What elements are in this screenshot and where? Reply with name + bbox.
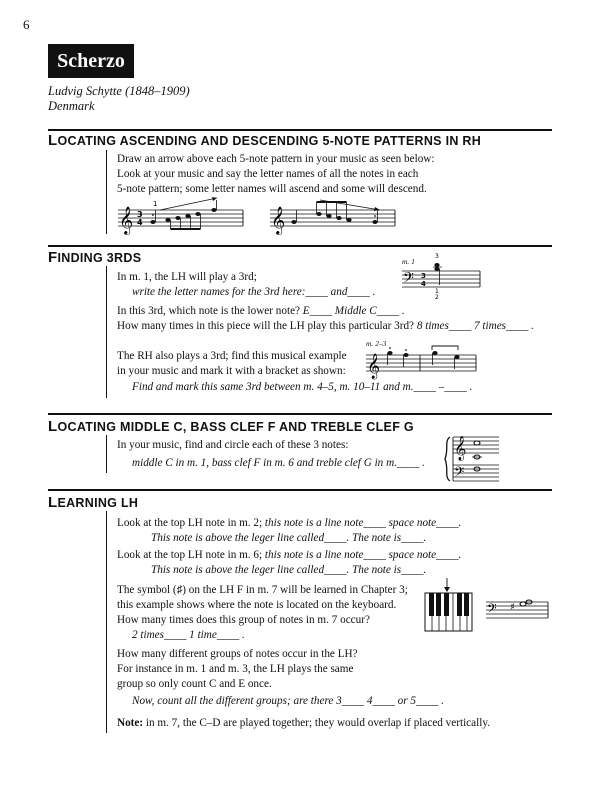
svg-text:2: 2 xyxy=(435,294,439,301)
question-text: How many times in this piece will the LH play this particular 3rd? 8 times____ 7 times____ . xyxy=(117,320,534,332)
note-head xyxy=(434,263,439,267)
section-rule xyxy=(48,245,552,247)
answer-prompt[interactable]: write the letter names for the 3rd here:____ and____ . xyxy=(132,286,376,298)
question-text: Look at the top LH note in m. 6; this note is a line note____ space note____. xyxy=(117,549,462,561)
whole-note xyxy=(520,602,526,606)
composer-country: Denmark xyxy=(48,99,95,113)
section-divider xyxy=(106,150,107,234)
treble-clef-icon: 𝄞 xyxy=(454,436,467,460)
rh-third-bracket-example xyxy=(366,345,478,381)
black-key xyxy=(444,593,449,616)
answer-prompt[interactable]: This note is above the leger line called____. The note is____. xyxy=(151,564,427,576)
svg-text:3: 3 xyxy=(137,210,143,219)
section-heading-learning-lh: LEARNING LH xyxy=(48,494,139,511)
note-head xyxy=(434,267,439,271)
section-heading-middle-c: LOCATING MIDDLE C, BASS CLEF F AND TREBLE CLEF G xyxy=(48,418,414,435)
arrow-head-icon xyxy=(374,207,380,211)
instruction-text: Look at your music and say the letter names of all the notes in each xyxy=(117,168,419,180)
note-head xyxy=(211,208,216,212)
lh-sharp-example xyxy=(486,598,552,622)
svg-text:3: 3 xyxy=(421,272,426,280)
note-head xyxy=(387,351,392,355)
whole-note-g xyxy=(474,441,480,445)
answer-prompt[interactable]: 2 times____ 1 time____ . xyxy=(132,629,245,641)
ascending-pattern-example xyxy=(118,196,248,240)
note-head xyxy=(403,353,408,357)
note-head xyxy=(195,212,200,216)
ascending-arrow xyxy=(160,198,217,210)
answer-prompt[interactable]: This note is above the leger line called____. The note is____. xyxy=(151,532,427,544)
instruction-text: in your music and mark it with a bracket as shown: xyxy=(117,365,346,377)
black-key xyxy=(457,593,462,616)
section-heading-thirds: FINDING 3RDS xyxy=(48,249,142,266)
instruction-text: this example shows where the note is located on the keyboard. xyxy=(117,599,397,611)
instruction-text: group so only count C and E once. xyxy=(117,678,272,690)
note-head xyxy=(175,216,180,220)
answer-prompt[interactable]: Now, count all the different groups; are there 3____ 4____ or 5____ . xyxy=(132,695,444,707)
bracket-mark xyxy=(432,346,458,350)
black-key xyxy=(436,593,441,616)
note-head xyxy=(454,355,459,359)
instruction-text: 5-note pattern; some letter names will ascend and some will descend. xyxy=(117,183,427,195)
instruction-text: The symbol (♯) on the LH F in m. 7 will be learned in Chapter 3; xyxy=(117,584,408,596)
answer-prompt[interactable]: Find and mark this same 3rd between m. 4–5, m. 10–11 and m.____ –____ . xyxy=(132,381,473,393)
section-rule xyxy=(48,413,552,415)
note-head xyxy=(150,220,155,224)
section-heading-patterns: LOCATING ASCENDING AND DESCENDING 5-NOTE PATTERNS IN RH xyxy=(48,132,482,149)
treble-clef-icon: 𝄞 xyxy=(119,206,134,234)
note-head xyxy=(326,214,331,218)
treble-clef-icon: 𝄞 xyxy=(271,206,286,234)
svg-text:4: 4 xyxy=(137,218,143,227)
answer-prompt[interactable]: this note is a line note____ space note____. xyxy=(262,517,462,529)
bass-clef-icon: 𝄢 xyxy=(403,270,414,290)
question-text: In this 3rd, which note is the lower note? E____ Middle C____ . xyxy=(117,305,405,317)
brace-icon xyxy=(445,437,450,481)
page-number: 6 xyxy=(23,17,30,32)
answer-prompt[interactable]: middle C in m. 1, bass clef F in m. 6 and treble clef G in m.____ . xyxy=(132,457,425,469)
descending-arrow xyxy=(320,200,380,210)
note-head xyxy=(432,351,437,355)
black-key xyxy=(464,593,469,616)
section-rule xyxy=(48,489,552,491)
measure-label: m. 1 xyxy=(402,257,415,266)
note-head xyxy=(185,214,190,218)
question-text: Look at the top LH note in m. 2; this note is a line note____ space note____. xyxy=(117,517,462,529)
bass-clef-icon: 𝄢 xyxy=(487,601,497,619)
note-head xyxy=(291,220,296,224)
grand-staff-example xyxy=(444,435,554,483)
svg-text:1: 1 xyxy=(435,288,439,295)
measure-label: m. 2–3 xyxy=(366,339,387,348)
instruction-text: In your music, find and circle each of these 3 notes: xyxy=(117,439,349,451)
svg-text:3: 3 xyxy=(435,253,439,260)
note-head xyxy=(165,218,170,222)
answer-prompt[interactable]: this note is a line note____ space note____. xyxy=(262,549,462,561)
page-title: Scherzo xyxy=(48,44,134,78)
instruction-text: Draw an arrow above each 5-note pattern in your music as seen below: xyxy=(117,153,435,165)
bass-clef-icon: 𝄢 xyxy=(454,464,465,483)
note-head xyxy=(346,218,351,222)
section-rule xyxy=(48,129,552,131)
instruction-text: In m. 1, the LH will play a 3rd; xyxy=(117,271,257,283)
section-divider xyxy=(106,511,107,733)
question-text: How many different groups of notes occur in the LH? xyxy=(117,648,358,660)
section-divider xyxy=(106,435,107,473)
instruction-text: The RH also plays a 3rd; find this musical example xyxy=(117,350,347,362)
question-text: How many times does this group of notes in m. 7 occur? xyxy=(117,614,370,626)
sharp-icon: ♯ xyxy=(510,602,515,613)
svg-text:1: 1 xyxy=(153,200,158,208)
footnote: Note: in m. 7, the C–D are played together; they would overlap if placed vertically. xyxy=(117,717,490,729)
note-head xyxy=(372,220,377,224)
descending-pattern-example xyxy=(270,196,400,240)
note-head xyxy=(316,212,321,216)
instruction-text: For instance in m. 1 and m. 3, the LH plays the same xyxy=(117,663,354,675)
arrow-down-icon xyxy=(444,587,450,592)
black-key xyxy=(429,593,434,616)
composer-name: Ludvig Schytte (1848–1909) xyxy=(48,84,190,98)
note-head xyxy=(336,216,341,220)
section-divider xyxy=(106,266,107,398)
treble-clef-icon: 𝄞 xyxy=(367,354,381,379)
keyboard-diagram xyxy=(424,578,474,632)
answer-prompt[interactable]: 8 times____ 7 times____ . xyxy=(414,320,534,332)
svg-text:4: 4 xyxy=(421,280,426,288)
answer-prompt[interactable]: E____ Middle C____ . xyxy=(300,305,405,317)
